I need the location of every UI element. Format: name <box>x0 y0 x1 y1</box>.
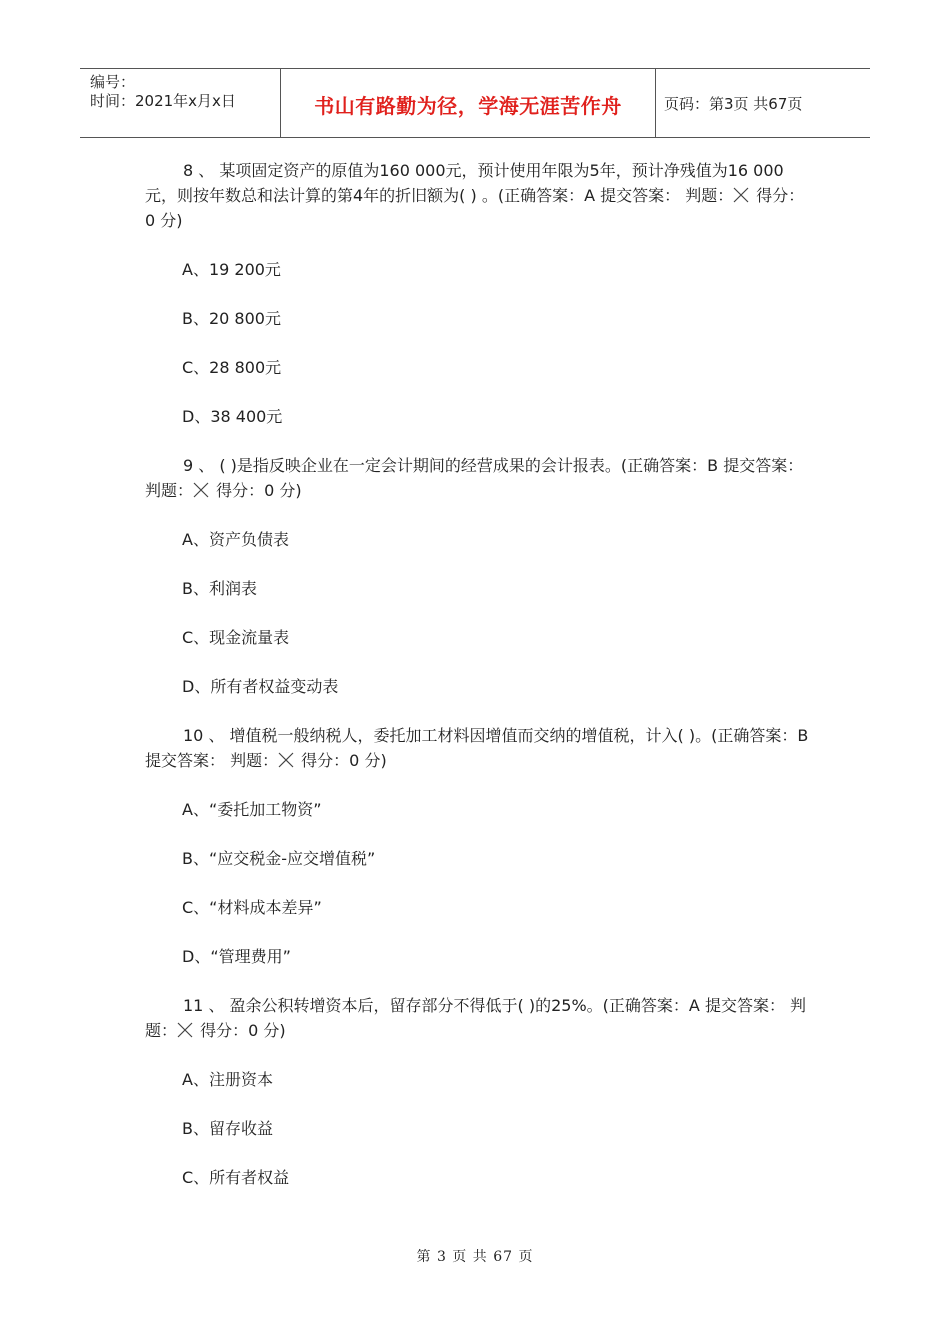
question-stem: 9 、 ( )是指反映企业在一定会计期间的经营成果的会计报表。(正确答案：B 提交答案： 判题： 得分：0 分) <box>145 456 804 500</box>
question-stem: 8 、 某项固定资产的原值为160 000元，预计使用年限为5年，预计净残值为16 000元，则按年数总和法计算的第4年的折旧额为( ) 。(正确答案：A 提交答案： 判题： 得分：0 分) <box>145 161 805 230</box>
header-motto-cell <box>280 69 656 137</box>
answer-option: C、“材料成本差异” <box>182 898 322 917</box>
cross-mark-icon <box>177 1022 193 1038</box>
answer-option: D、“管理费用” <box>182 947 291 966</box>
cross-mark-icon <box>278 752 294 768</box>
answer-option: C、28 800元 <box>182 358 282 377</box>
page-header <box>80 68 870 138</box>
header-page-label: 页码：第3页 共67页 <box>664 94 803 113</box>
question-list <box>145 158 810 1214</box>
page-footer: 第 3 页 共 67 页 <box>416 1249 534 1265</box>
document-time-label: 时间：2021年x月x日 <box>90 92 236 110</box>
answer-option: B、留存收益 <box>182 1119 273 1138</box>
answer-option: C、现金流量表 <box>182 628 290 647</box>
header-page-info <box>654 69 870 137</box>
answer-option: A、“委托加工物资” <box>182 800 322 819</box>
answer-option: D、所有者权益变动表 <box>182 677 339 696</box>
question-stem: 11 、 盈余公积转增资本后，留存部分不得低于( )的25%。(正确答案：A 提交答案： 判题： 得分：0 分) <box>145 996 807 1040</box>
cross-mark-icon <box>733 187 749 203</box>
question-block <box>145 993 810 1190</box>
answer-option: C、所有者权益 <box>182 1168 290 1187</box>
document-number-label: 编号： <box>90 73 136 91</box>
cross-mark-icon <box>193 482 209 498</box>
question-stem: 10 、 增值税一般纳税人，委托加工材料因增值而交纳的增值税，计入( )。(正确答案：B 提交答案： 判题： 得分：0 分) <box>145 726 809 770</box>
header-meta <box>80 69 280 137</box>
answer-option: D、38 400元 <box>182 407 283 426</box>
question-block <box>145 723 810 969</box>
answer-option: A、资产负债表 <box>182 530 289 549</box>
answer-option: B、20 800元 <box>182 309 281 328</box>
header-motto: 书山有路勤为径，学海无涯苦作舟 <box>314 93 622 118</box>
answer-option: B、利润表 <box>182 579 257 598</box>
answer-option: A、注册资本 <box>182 1070 273 1089</box>
question-block <box>145 158 810 429</box>
question-block <box>145 453 810 699</box>
answer-option: B、“应交税金-应交增值税” <box>182 849 376 868</box>
answer-option: A、19 200元 <box>182 260 281 279</box>
